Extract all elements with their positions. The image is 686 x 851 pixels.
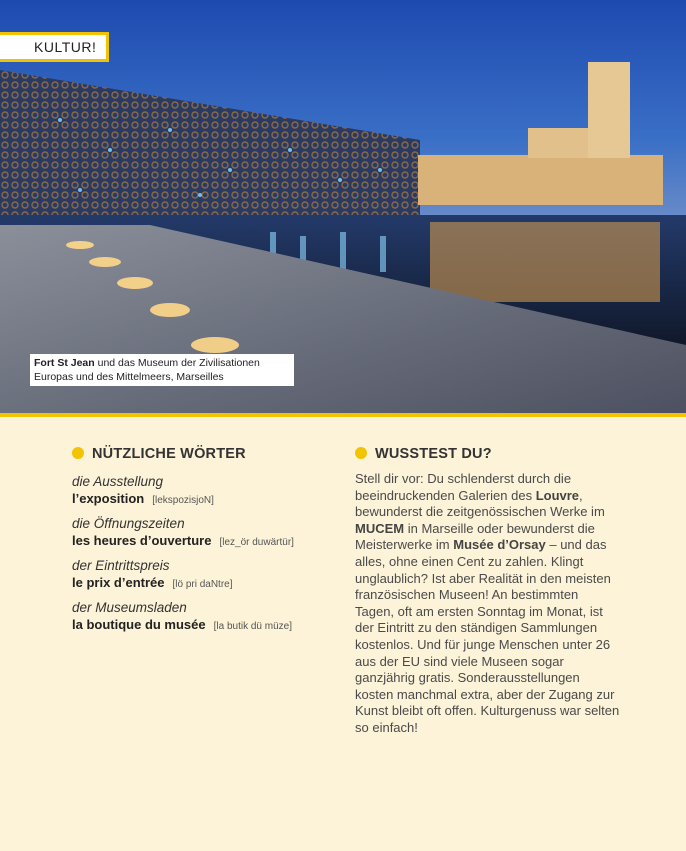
highlight-mucem: MUCEM xyxy=(355,520,405,536)
vocab-pronunciation: [lez_ör duwärtür] xyxy=(219,537,294,548)
vocab-item xyxy=(72,599,332,635)
vocab-german: der Eintrittspreis xyxy=(72,558,170,573)
vocab-french: les heures d’ouverture [lez_ör duwärtür] xyxy=(72,533,294,548)
section-tag: KULTUR! xyxy=(0,32,109,62)
vocab-item xyxy=(72,473,332,509)
vocab-french: le prix d’entrée [lö pri daNtre] xyxy=(72,575,233,590)
vocab-german: der Museumsladen xyxy=(72,600,187,615)
vocab-french: l’exposition [lekspozisjoN] xyxy=(72,491,214,506)
highlight-orsay: Musée d’Orsay xyxy=(453,537,546,553)
vocab-german: die Öffnungszeiten xyxy=(72,516,185,531)
bullet-dot-icon xyxy=(355,447,367,459)
vocab-german: die Ausstellung xyxy=(72,474,164,489)
vocab-french: la boutique du musée [la butik dü müze] xyxy=(72,617,292,632)
words-title-text: NÜTZLICHE WÖRTER xyxy=(92,446,246,462)
fort-wall xyxy=(418,155,663,205)
fact-title-text: WUSSTEST DU? xyxy=(375,446,492,462)
vocab-item xyxy=(72,557,332,593)
fact-paragraph: Stell dir vor: Du schlenderst durch die beeindruckenden Galerien des Louvre, bewunderst die zeitgenössischen Werke im MUCEM in Marseille oder bewunderst die Meisterwerke im Musée d’Orsay – und das alles, ohne einen Cent zu zahlen. Klingt unglaublich? Ist aber Realität in den meisten französischen Museen! An bestimmten Tagen, oft am ersten Sonntag im Monat, ist der Eintritt zu den ständigen Sammlungen kostenlos. Und für junge Menschen unter 26 aus der EU sind viele Museen sogar ganzjährig gratis. Sonderausstellungen kosten manchmal extra, aber der Zugang zur Kunst bleibt oft offen. Kulturgenuss war selten so einfach! xyxy=(355,471,620,735)
caption-bold: Fort St Jean xyxy=(34,357,95,369)
photo-accent-line xyxy=(0,413,686,417)
vocab-pronunciation: [la butik dü müze] xyxy=(213,621,292,632)
vocabulary-list xyxy=(72,473,332,641)
fort-tower xyxy=(588,62,630,158)
caption-text: und das Museum der Zivilisationen Europas und des Mittelmeers, Marseilles xyxy=(34,357,260,383)
fact-title xyxy=(355,446,492,462)
photo-caption xyxy=(30,354,294,386)
vocab-item xyxy=(72,515,332,551)
words-title xyxy=(72,446,246,462)
highlight-louvre: Louvre xyxy=(535,487,580,503)
bullet-dot-icon xyxy=(72,447,84,459)
vocab-pronunciation: [lö pri daNtre] xyxy=(172,579,233,590)
vocab-pronunciation: [lekspozisjoN] xyxy=(152,495,214,506)
